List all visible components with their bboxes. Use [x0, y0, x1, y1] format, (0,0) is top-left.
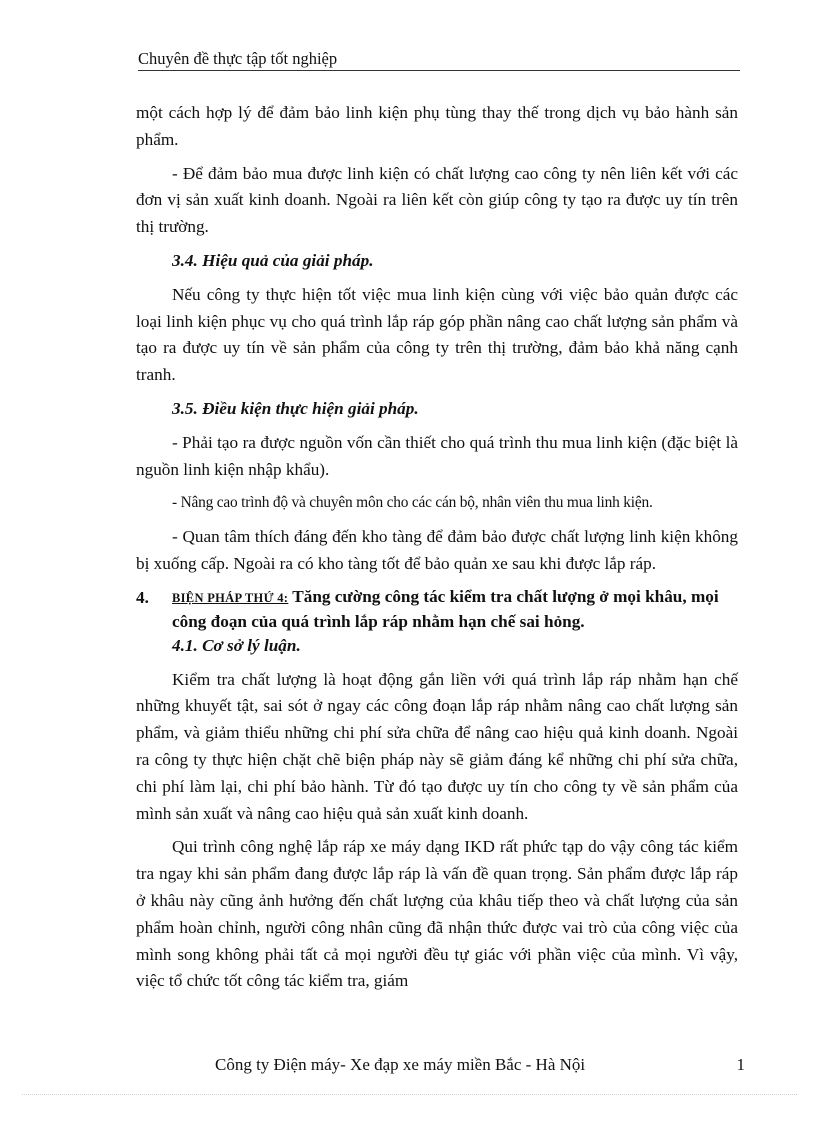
section-heading-3-4: 3.4. Hiệu quả của giải pháp.	[172, 250, 374, 270]
paragraph: Qui trình công nghệ lắp ráp xe máy dạng IKD rất phức tạp do vậy công tác kiểm tra ngay khi sản phẩm đang được lắp ráp là vấn đề quan trọng. Sản phẩm được lắp ráp ở khâu này cũng ảnh hưởng đến chất lượng của khâu tiếp theo và chất lượng của sản phẩm hoàn chỉnh, người công nhân cũng đã nhận thức được vai trò của công việc của mình song không phải tất cả mọi người đều tự giác với phần việc của mình. Vì vậy, việc tổ chức tốt công tác kiểm tra, giám	[136, 837, 738, 991]
measure-number: 4.	[136, 587, 149, 607]
page-bottom-divider	[22, 1094, 797, 1095]
paragraph: - Phải tạo ra được nguồn vốn cần thiết cho quá trình thu mua linh kiện (đặc biệt là nguồn linh kiện nhập khẩu).	[136, 432, 738, 479]
section-heading-3-5: 3.5. Điều kiện thực hiện giải pháp.	[172, 398, 419, 418]
page-footer	[215, 1054, 745, 1076]
page-header	[138, 48, 740, 71]
measure-tag: BIỆN PHÁP THỨ 4:	[172, 590, 289, 605]
measure-heading-4	[136, 585, 738, 633]
paragraph: - Để đảm bảo mua được linh kiện có chất lượng cao công ty nên liên kết với các đơn vị sản xuất kinh doanh. Ngoài ra liên kết còn giúp công ty tạo ra được uy tín trên thị trường.	[136, 163, 738, 237]
document-body	[136, 100, 738, 1002]
paragraph: - Nâng cao trình độ và chuyên môn cho các cán bộ, nhân viên thu mua linh kiện.	[172, 494, 653, 512]
paragraph: một cách hợp lý để đảm bảo linh kiện phụ tùng thay thế trong dịch vụ bảo hành sản phẩm.	[136, 103, 738, 149]
footer-company: Công ty Điện máy- Xe đạp xe máy miền Bắc - Hà Nội	[215, 1055, 586, 1074]
section-heading-4-1: 4.1. Cơ sở lý luận.	[172, 635, 301, 655]
paragraph: Kiểm tra chất lượng là hoạt động gắn liền với quá trình lắp ráp nhằm hạn chế những khuyết tật, sai sót ở ngay các công đoạn lắp ráp nhằm nâng cao chất lượng sản phẩm, và giảm thiểu những chi phí sửa chữa để nâng cao hiệu quả kinh doanh. Ngoài ra công ty thực hiện chặt chẽ biện pháp này sẽ giảm đáng kể những chi phí sửa chữa, chi phí làm lại, chi phí bảo hành. Từ đó tạo được uy tín cho công ty về sản phẩm của mình sản xuất và nâng cao hiệu quả sản xuất kinh doanh.	[136, 669, 738, 823]
header-title: Chuyên đề thực tập tốt nghiệp	[138, 49, 338, 68]
measure-text: Tăng cường công tác kiểm tra chất lượng ở mọi khâu, mọi công đoạn của quá trình lắp ráp nhằm hạn chế sai hỏng.	[172, 586, 719, 631]
page-number: 1	[736, 1055, 745, 1074]
measure-title	[172, 585, 738, 633]
paragraph: - Quan tâm thích đáng đến kho tàng để đảm bảo được chất lượng linh kiện không bị xuống cấp. Ngoài ra có kho tàng tốt để bảo quản xe sau khi được lắp ráp.	[136, 527, 738, 573]
paragraph: Nếu công ty thực hiện tốt việc mua linh kiện cùng với việc bảo quản được các loại linh kiện phục vụ cho quá trình lắp ráp góp phần nâng cao chất lượng sản phẩm và tạo ra được uy tín về sản phẩm của công ty trên thị trường, đảm bảo khả năng cạnh tranh.	[136, 284, 738, 385]
